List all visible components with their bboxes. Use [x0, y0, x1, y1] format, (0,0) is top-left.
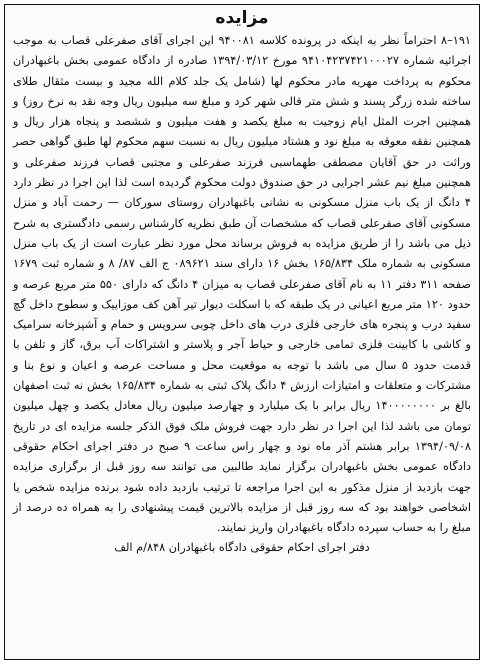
notice-title: مزایده [215, 8, 269, 28]
notice-footer: دفتر اجرای احکام حقوقی دادگاه باغبهادران ۸۴۸/م الف [114, 541, 370, 555]
notice-body: ۱۹۱–۸ احتراماً نظر به اینکه در پرونده کلاسه ۹۴۰۰۸۱ این اجرای آقای صفرعلی قصاب به موجب اجرائیه شماره ۹۴۱۰۴۲۳۷۴۲۱۰۰۰۲۷ مورخ ۱۳۹۴/۰۳/۱۲ صادره از دادگاه عمومی بخش باغبهادران محکوم به پرداخت مهریه مادر محکوم لها (شامل یک جلد کلام الله مجید و بیست مثقال طلای ساخته شده زرگر پسند و شش متر قالی شهر کرد و مبلغ سه میلیون ریال وجه نقد به نرخ روز) و همچنین اجرت المثل ایام زوجیت به مبلغ یکصد و هفت میلیون و ششصد و پنجاه هزار ریال و همچنین نفقه معوقه به مبلغ نود و هشتاد میلیون ریال به نسبت سهم محکوم لها طبق گواهی حصر وراثت در حق آقایان مصطفی طهماسبی فرزند صفرعلی و مجتبی قصاب فرزند صفرعلی و همچنین مبلغ نیم عشر اجرایی در حق صندوق دولت محکوم گردیده است لذا این اجرا در نظر دارد ۴ دانگ از یک باب منزل مسکونی به نشانی باغبهادران روستای سورکان — رحمت آباد و منزل مسکونی آقای صفرعلی قصاب که مشخصات آن طبق نظریه کارشناس رسمی دادگستری به شرح ذیل می باشد را از طریق مزایده به فروش برساند محل مورد نظر عبارت است از یک باب منزل مسکونی به شماره ملک ۱۶۵/۸۳۴ بخش ۱۶ دارای سند ۰۸۹۶۲۱ ج الف ۸۷/ ۸ و شماره ثبت ۱۶۷۹ صفحه ۳۱۱ دفتر ۱۱ به نام آقای صفرعلی قصاب به میزان ۴ دانگ که دارای ۵۵۰ متر مربع عرصه و حدود ۱۲۰ متر مربع اعیانی در یک طبقه که با اسکلت دیوار تیر آهن کف موزاییک و سطوح داخل گچ سفید درب و پنجره های خارجی فلزی درب های داخل چوبی سرویس و حمام و آشپزخانه سرامیک و کاشی با کابینت فلزی تمامی خارجی و حیاط آجر و پلاستر و اشتراکات آب برق، گاز و تلفن با قدمت حدود ۵ سال می باشد با توجه به موقعیت محل و مساحت عرصه و اعیان و نوع بنا و مشترکات و متعلقات و امتیازات ارزش ۴ دانگ پلاک ثبتی به شماره ۱۶۵/۸۳۴ بخش نه ثبت اصفهان بالغ بر ۱۴۰۰۰۰۰۰۰۰ ریال برابر با یک میلیارد و چهارصد میلیون ریال معادل یکصد و چهل میلیون تومان می باشد لذا این اجرا در نظر دارد جهت فروش ملک فوق الذکر جلسه مزایده ای در تاریخ ۱۳۹۴/۰۹/۰۸ برابر هشتم آذر ماه نود و چهار راس ساعت ۹ صبح در دفتر اجرای احکام حقوقی دادگاه عمومی بخش باغبهادران برگزار نماید طالبین می توانند سه روز قبل از برگزاری مزایده جهت بازدید از منزل مذکور به این اجرا مراجعه تا ترتیب بازدید داده شود برنده مزایده شخص یا اشخاصی خواهند بود که سه روز قبل از مزایده بالاترین قیمت پیشنهادی را به همراه ده درصد از مبلغ را به حساب سپرده دادگاه باغبهادران واریز نمایند. [13, 34, 472, 535]
auction-notice [4, 4, 480, 660]
